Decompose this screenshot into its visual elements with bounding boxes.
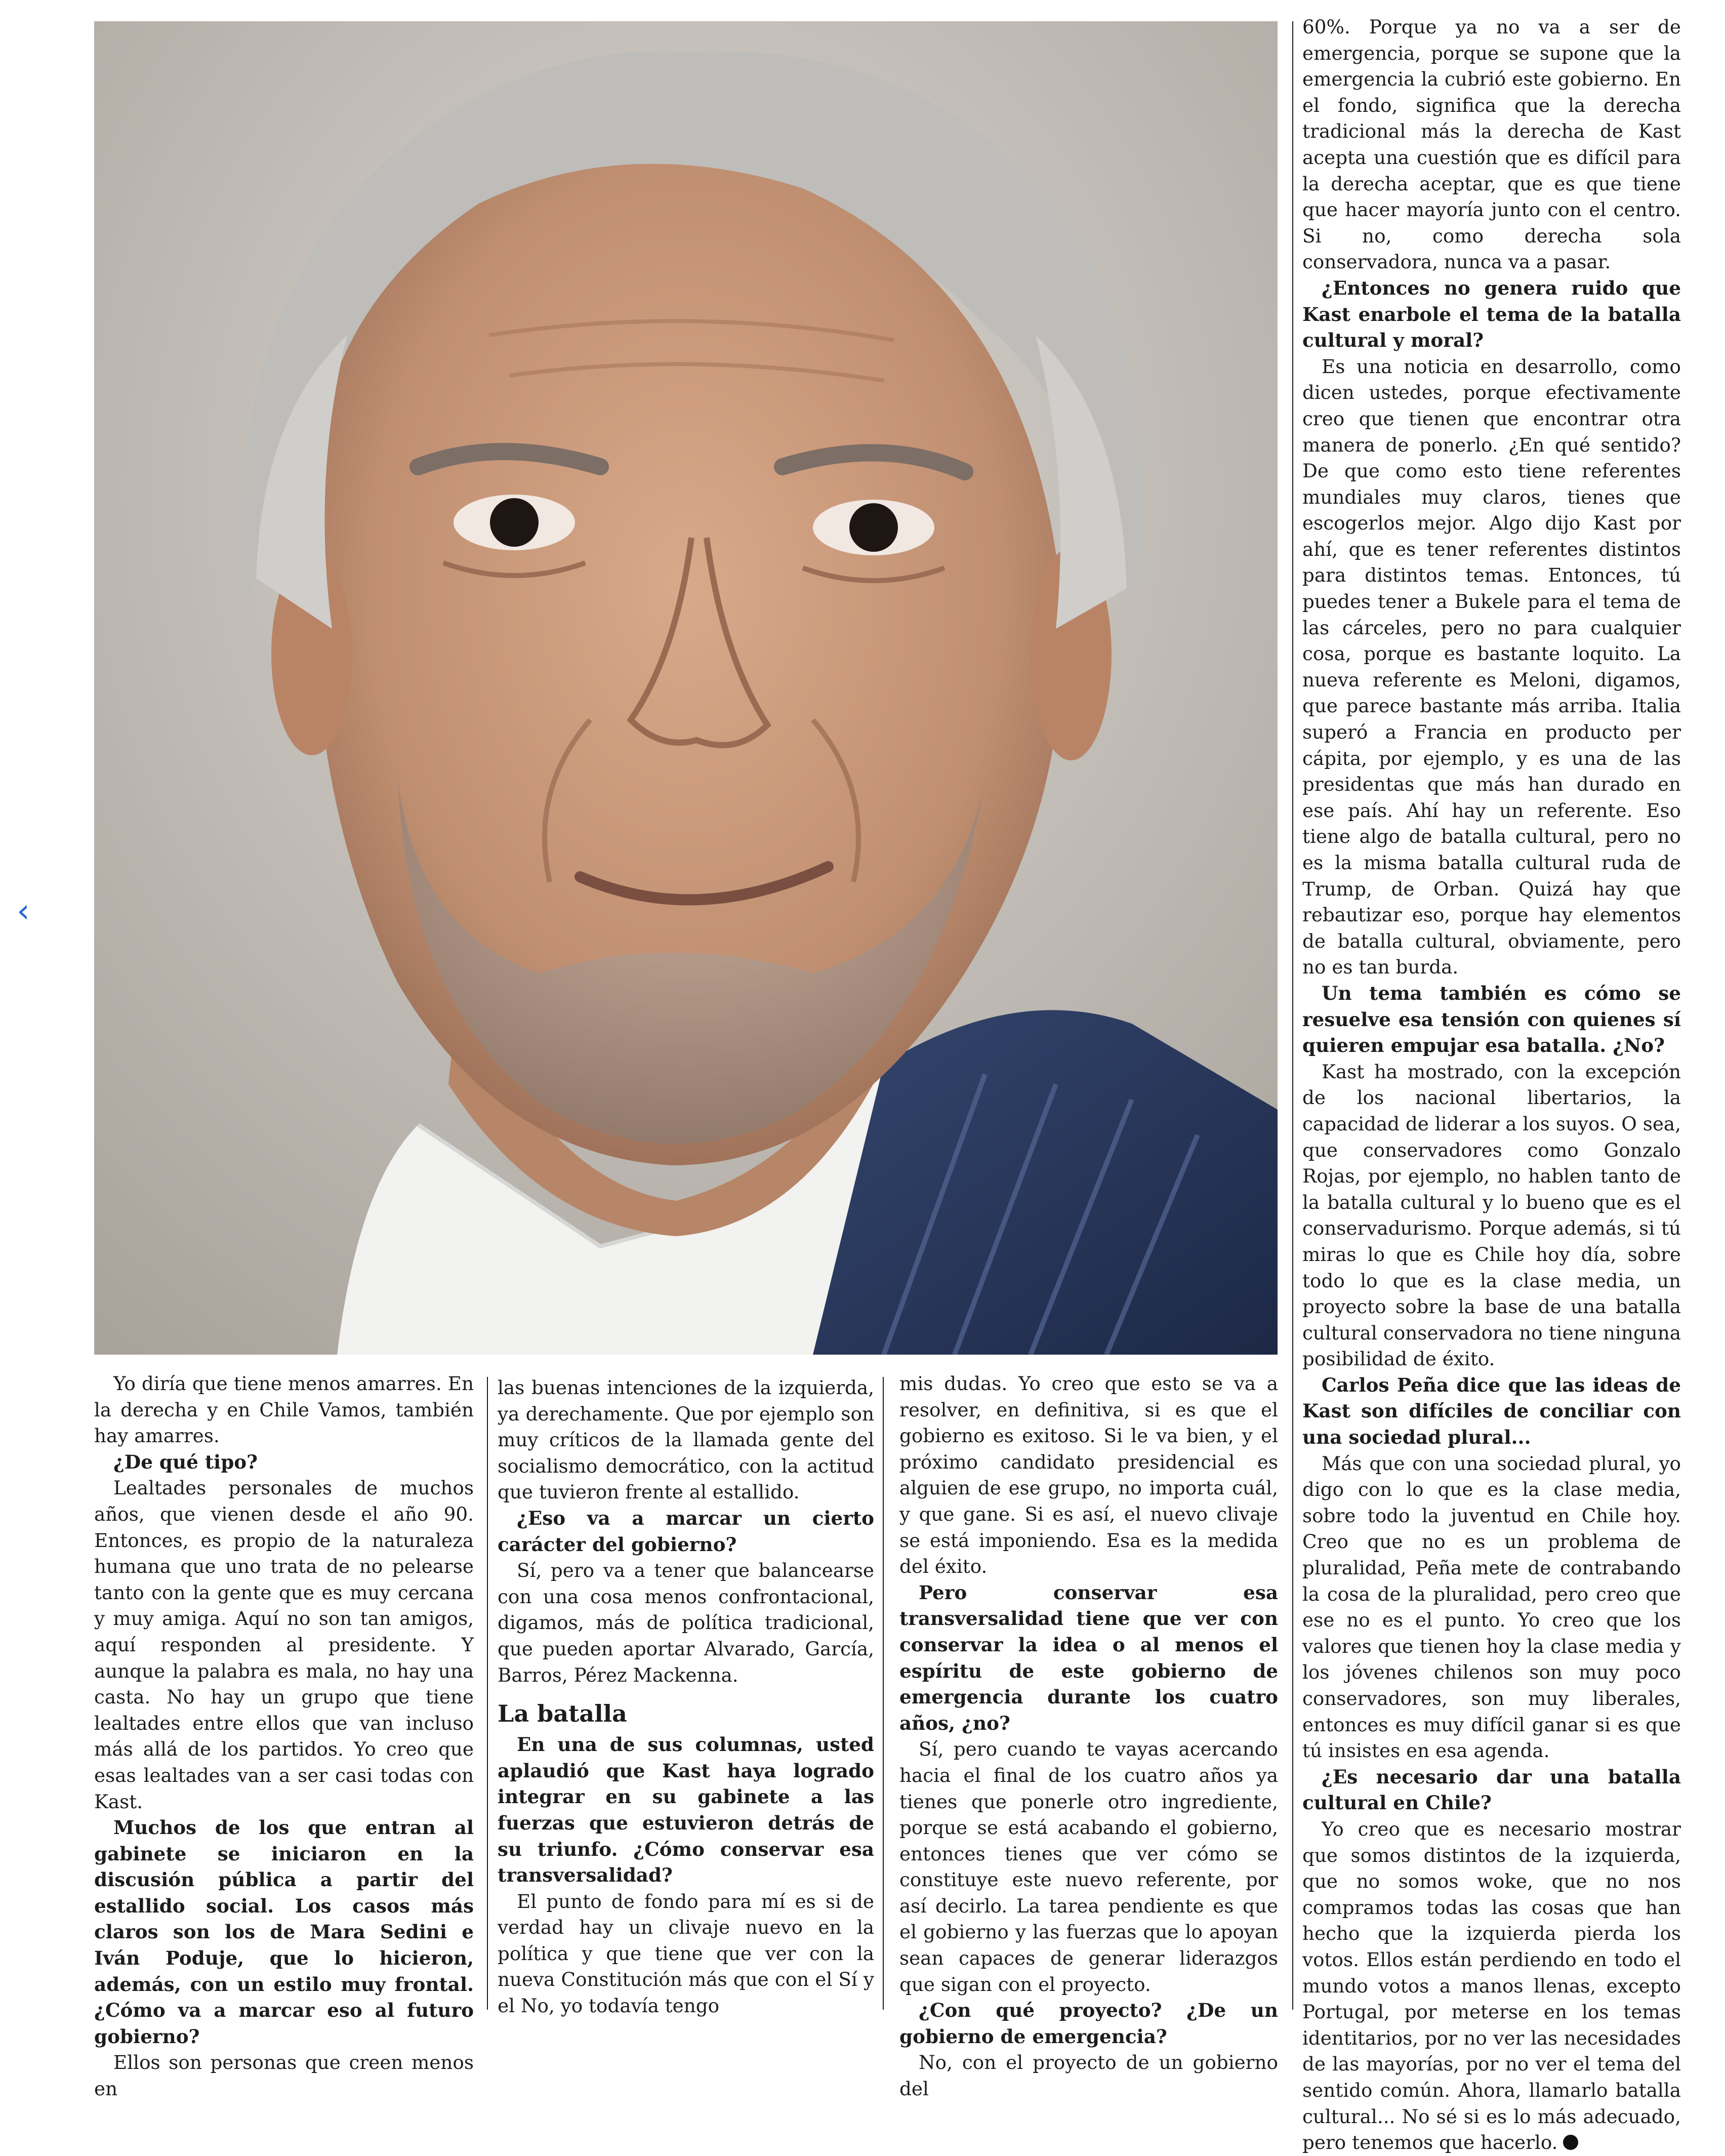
interview-question: ¿Eso va a marcar un cierto carácter del gobierno?: [498, 1507, 874, 1556]
column-rule: [1292, 21, 1293, 2010]
interview-answer: Kast ha mostrado, con la excepción de los nacional libertarios, la capacidad de liderar a los suyos. O sea, que conservadores como Gonzalo Rojas, por ejemplo, no hablen tanto de la batalla cultural y lo bueno que es el conservadurismo. Porque además, si tú miras lo que es Chile hoy día, sobre todo lo que es la clase media, un proyecto sobre la base de una batalla cultural conservadora no tiene ninguna posibilidad de éxito.: [1302, 1060, 1681, 1370]
interview-question: Carlos Peña dice que las ideas de Kast son difíciles de conciliar con una sociedad plural...: [1302, 1373, 1681, 1449]
interview-question: Pero conservar esa transversalidad tiene que ver con conservar la idea o al menos el espíritu de este gobierno de emergencia durante los cuatro años, ¿no?: [899, 1581, 1278, 1734]
continued-paragraph: las buenas intenciones de la izquierda, ya derechamente. Que por ejemplo son muy críticos de la llamada gente del socialismo democrático, con la actitud que tuvieron frente al estallido.: [498, 1376, 874, 1503]
interview-answer: Yo diría que tiene menos amarres. En la derecha y en Chile Vamos, también hay amarres.: [94, 1372, 474, 1447]
interview-question: ¿Es necesario dar una batalla cultural en Chile?: [1302, 1765, 1681, 1814]
text-column-4: [1302, 14, 1681, 2156]
continued-paragraph: mis dudas. Yo creo que esto se va a resolver, en definitiva, si es que el gobierno es exitoso. Si le va bien, y el próximo candidato presidencial es alguien de ese grupo, no importa cuál, y que gane. Si es así, el nuevo clivaje se está imponiendo. Esa es la medida del éxito.: [899, 1372, 1278, 1578]
interview-question: ¿Con qué proyecto? ¿De un gobierno de emergencia?: [899, 1999, 1278, 2048]
interview-answer: Sí, pero cuando te vayas acercando hacia el final de los cuatro años ya tienes que ponerle otro ingrediente, porque se está acabando el gobierno, entonces tienes que ver cómo se constituye este nuevo referente, por así decirlo. La tarea pendiente es que el gobierno y las fuerzas que lo apoyan sean capaces de generar liderazgos que sigan con el proyecto.: [899, 1738, 1278, 1996]
interview-answer: Ellos son personas que creen menos en: [94, 2051, 474, 2100]
interview-question: ¿Entonces no genera ruido que Kast enarbole el tema de la batalla cultural y moral?: [1302, 276, 1681, 352]
interview-question: En una de sus columnas, usted aplaudió que Kast haya logrado integrar en su gabinete a las fuerzas que estuvieron detrás de su triunfo. ¿Cómo conservar esa transversalidad?: [498, 1733, 874, 1887]
portrait-photo: [94, 21, 1278, 1355]
interview-answer: Más que con una sociedad plural, yo digo con lo que es la clase media, sobre todo la juventud en Chile hoy. Creo que no es un problema de pluralidad, Peña mete de contrabando la cosa de la pluralidad, pero creo que ese no es el punto. Yo creo que los valores que tienen hoy la clase media y los jóvenes chilenos son muy poco conservadores, son muy liberales, entonces es muy difícil ganar si es que tú insistes en esa agenda.: [1302, 1452, 1681, 1762]
end-of-article-mark: [1563, 2135, 1578, 2150]
interview-answer: Es una noticia en desarrollo, como dicen ustedes, porque efectivamente creo que tienen que encontrar otra manera de ponerlo. ¿En qué sentido? De que como esto tiene referentes mundiales muy claros, tienes que escogerlos mejor. Algo dijo Kast por ahí, que es tener referentes distintos para distintos temas. Entonces, tú puedes tener a Bukele para el tema de las cárceles, pero no para cualquier cosa, porque es bastante loquito. La nueva referente es Meloni, digamos, que parece bastante más arriba. Italia superó a Francia en producto per cápita, por ejemplo, y es una de las presidentas que más han durado en ese país. Ahí hay un referente. Eso tiene algo de batalla cultural, pero no es la misma batalla cultural ruda de Trump, de Orban. Quizá hay que rebautizar eso, porque hay elementos de batalla cultural, obviamente, pero no es tan burda.: [1302, 355, 1681, 979]
column-rule: [487, 1377, 488, 2010]
chevron-left-icon[interactable]: ‹: [17, 892, 30, 930]
interview-answer: No, con el proyecto de un gobierno del: [899, 2051, 1278, 2100]
interview-answer: El punto de fondo para mí es si de verdad hay un clivaje nuevo en la política y que tiene que ver con la nueva Constitución más que con el Sí y el No, yo todavía tengo: [498, 1890, 874, 2017]
text-column-2: [498, 1375, 874, 2019]
interview-answer: Sí, pero va a tener que balancearse con una cosa menos confrontacional, digamos, más de política tradicional, que pueden aportar Alvarado, García, Barros, Pérez Mackenna.: [498, 1559, 874, 1686]
portrait-illustration: [94, 21, 1278, 1355]
text-column-1: [94, 1371, 474, 2102]
continued-paragraph: 60%. Porque ya no va a ser de emergencia, porque se supone que la emergencia la cubrió este gobierno. En el fondo, significa que la derecha tradicional más la derecha de Kast acepta una cuestión que es difícil para la derecha aceptar, que es que tiene que hacer mayoría junto con el centro. Si no, como derecha sola conservadora, nunca va a pasar.: [1302, 16, 1681, 273]
section-heading: La batalla: [498, 1700, 627, 1728]
interview-question: ¿De qué tipo?: [113, 1450, 258, 1473]
interview-answer: Lealtades personales de muchos años, que vienen desde el año 90. Entonces, es propio de la naturaleza humana que uno trata de no pelearse tanto con la gente que es muy cercana y muy amiga. Aquí no son tan amigos, aquí responden al presidente. Y aunque la palabra es mala, no hay una casta. No hay un grupo que tiene lealtades entre ellos que van incluso más allá de los partidos. Yo creo que esas lealtades van a ser casi todas con Kast.: [94, 1477, 474, 1813]
column-rule: [883, 1377, 884, 2010]
interview-question: Un tema también es cómo se resuelve esa tensión con quienes sí quieren empujar esa batalla. ¿No?: [1302, 982, 1681, 1057]
interview-answer: Yo creo que es necesario mostrar que somos distintos de la izquierda, que no somos woke, que no nos compramos todas las cosas que han hecho que la izquierda pierda los votos. Ellos están perdiendo en todo el mundo votos a manos llenas, excepto Portugal, por meterse en los temas identitarios, por no ver las necesidades de las mayorías, por no ver el tema del sentido común. Ahora, llamarlo batalla cultural... No sé si es lo más adecuado, pero tenemos que hacerlo.: [1302, 1817, 1681, 2154]
interview-question: Muchos de los que entran al gabinete se iniciaron en la discusión pública a partir del estallido social. Los casos más claros son los de Mara Sedini e Iván Poduje, que lo hicieron, además, con un estilo muy frontal. ¿Cómo va a marcar eso al futuro gobierno?: [94, 1816, 474, 2048]
text-column-3: [899, 1371, 1278, 2102]
